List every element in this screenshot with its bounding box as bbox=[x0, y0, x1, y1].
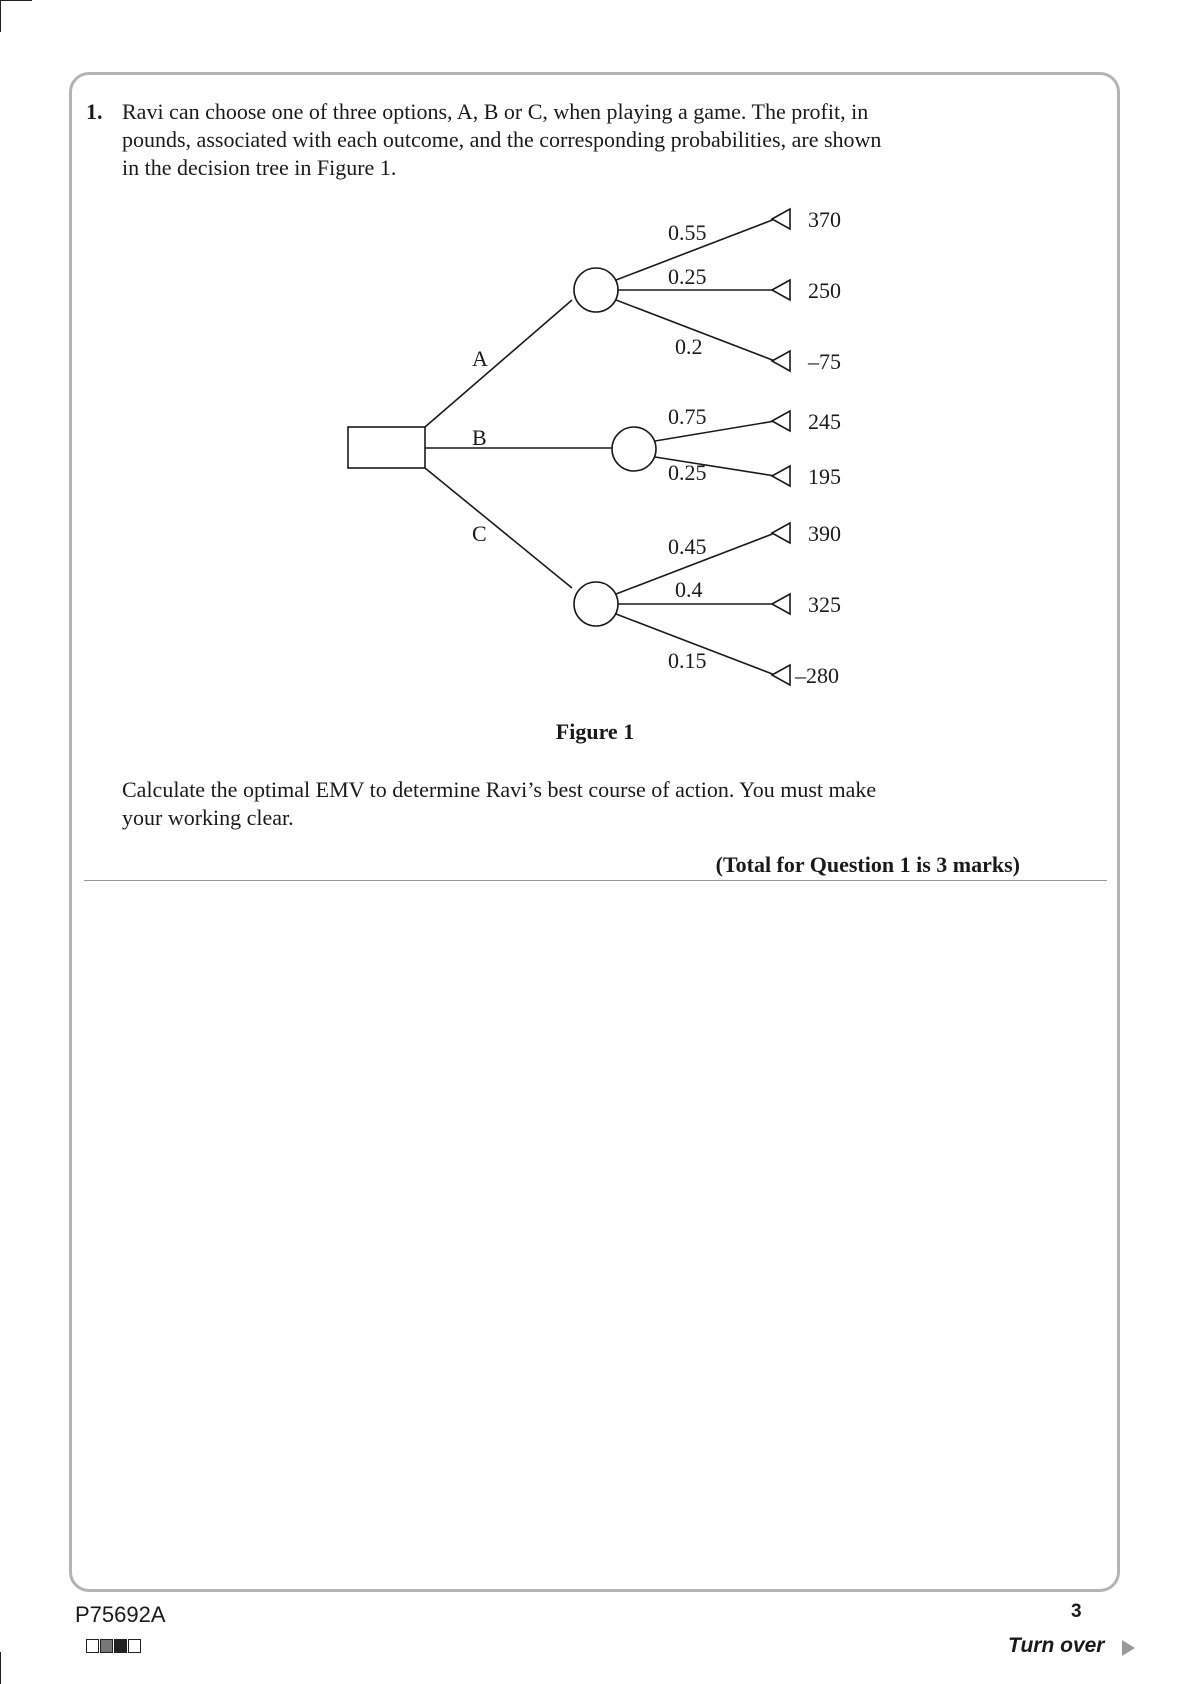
question-line: pounds, associated with each outcome, and the corresponding probabilities, are shown bbox=[122, 127, 882, 152]
terminal-node bbox=[772, 466, 790, 486]
terminal-node bbox=[772, 351, 790, 371]
terminal-node bbox=[772, 209, 790, 229]
branch-c-line bbox=[425, 468, 572, 588]
profit-label: 245 bbox=[808, 409, 841, 434]
instruction-line: Calculate the optimal EMV to determine Ravi’s best course of action. You must make bbox=[122, 777, 877, 802]
total-marks: (Total for Question 1 is 3 marks) bbox=[715, 852, 1020, 877]
chance-node-a bbox=[574, 268, 618, 312]
instruction-line: your working clear. bbox=[122, 805, 294, 830]
terminal-node bbox=[772, 665, 790, 685]
chance-node-c bbox=[574, 582, 618, 626]
probability-label: 0.55 bbox=[668, 220, 707, 245]
decision-tree bbox=[0, 0, 1190, 720]
play-arrow-icon bbox=[1122, 1640, 1135, 1656]
page-number: 3 bbox=[1071, 1601, 1082, 1622]
barcode-cell bbox=[86, 1639, 99, 1653]
crop-mark-bottom-left-v bbox=[0, 1652, 1, 1684]
divider-rule bbox=[84, 880, 1107, 881]
terminal-node bbox=[772, 280, 790, 300]
profit-label: 195 bbox=[808, 464, 841, 489]
profit-label: –75 bbox=[808, 349, 841, 374]
option-label-b: B bbox=[472, 425, 487, 450]
probability-label: 0.25 bbox=[668, 264, 707, 289]
terminal-node bbox=[772, 411, 790, 431]
profit-label: 250 bbox=[808, 278, 841, 303]
probability-label: 0.45 bbox=[668, 534, 707, 559]
instruction-text bbox=[122, 776, 982, 832]
branch-a-line bbox=[425, 300, 572, 427]
probability-label: 0.15 bbox=[668, 648, 707, 673]
paper-code: P75692A bbox=[75, 1602, 166, 1627]
chance-node-b bbox=[612, 427, 656, 471]
barcode-cell bbox=[100, 1639, 113, 1653]
barcode-cell bbox=[128, 1639, 141, 1653]
decision-node bbox=[348, 427, 425, 468]
question-line: in the decision tree in Figure 1. bbox=[122, 155, 397, 180]
barcode-cell bbox=[114, 1639, 127, 1653]
profit-label: 370 bbox=[808, 207, 841, 232]
option-label-a: A bbox=[472, 346, 488, 371]
profit-label: 390 bbox=[808, 521, 841, 546]
probability-label: 0.2 bbox=[675, 334, 703, 359]
profit-label: 325 bbox=[808, 592, 841, 617]
turn-over-label: Turn over bbox=[1008, 1634, 1105, 1657]
probability-label: 0.25 bbox=[668, 460, 707, 485]
option-label-c: C bbox=[472, 521, 487, 546]
profit-label: –280 bbox=[795, 663, 839, 688]
probability-label: 0.4 bbox=[675, 577, 703, 602]
probability-label: 0.75 bbox=[668, 404, 707, 429]
figure-caption: Figure 1 bbox=[555, 719, 635, 744]
terminal-node bbox=[772, 594, 790, 614]
question-line: Ravi can choose one of three options, A, B or C, when playing a game. The profit, in bbox=[122, 99, 869, 124]
question-number: 1. bbox=[86, 99, 103, 124]
barcode-icon bbox=[86, 1639, 141, 1653]
terminal-node bbox=[772, 523, 790, 543]
